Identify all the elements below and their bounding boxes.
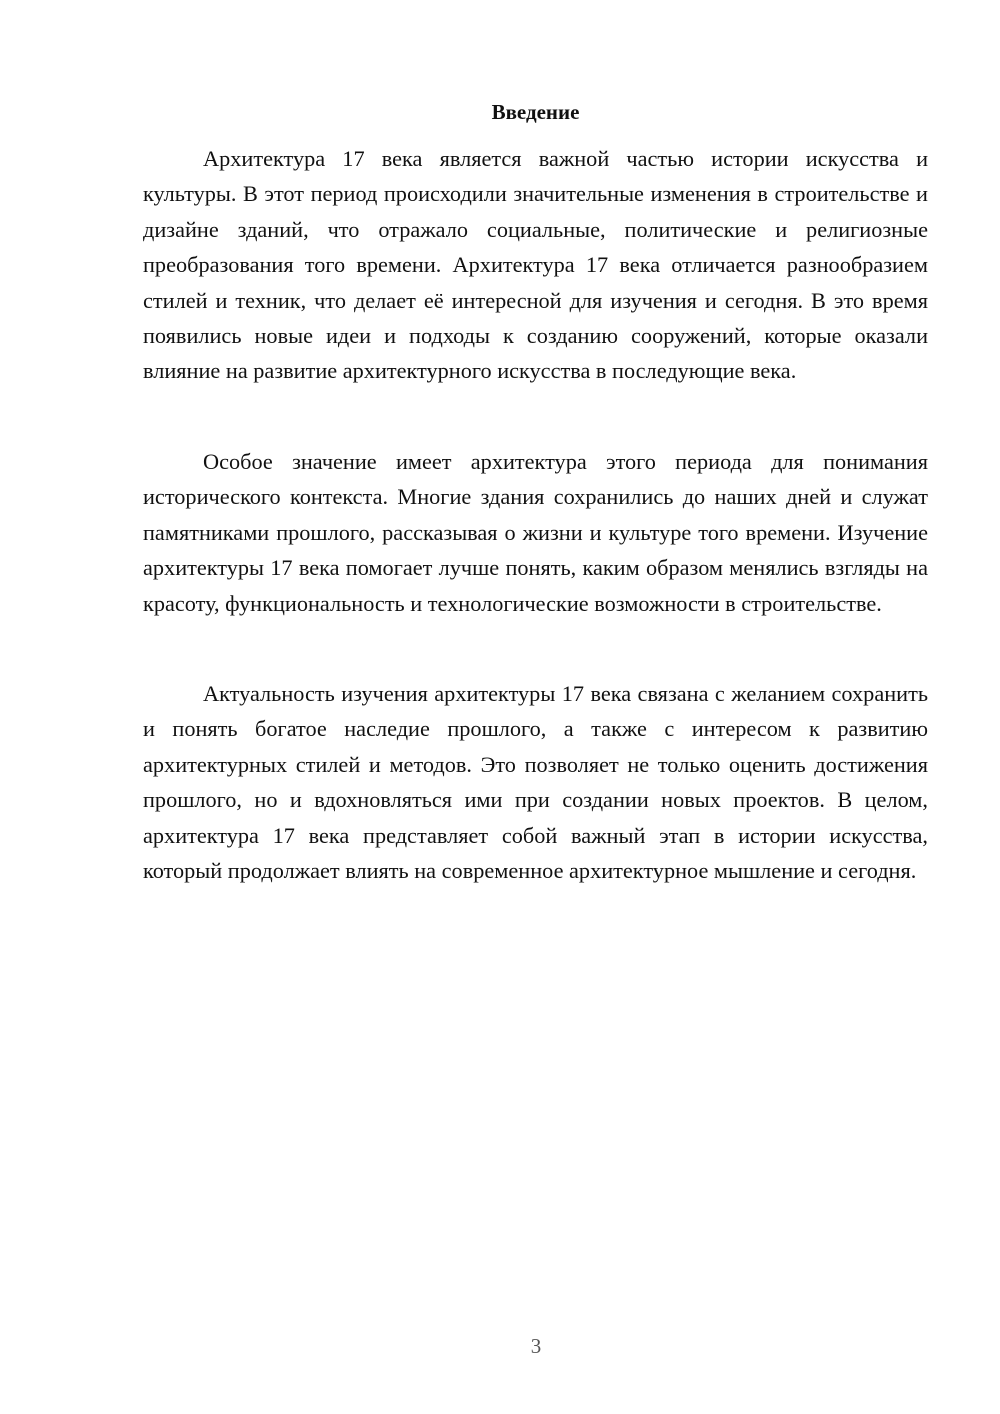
- page-number: 3: [530, 1334, 542, 1358]
- section-heading: Введение: [491, 100, 580, 124]
- paragraph-1: Архитектура 17 века является важной частью истории искусства и культуры. В этот период происходили значительные изменения в строительстве и дизайне зданий, что отражало социальные, политические и религиозные преобразования того времени. Архитектура 17 века отличается разнообразием стилей и техник, что делает её интересной для изучения и сегодня. В это время появились новые идеи и подходы к созданию сооружений, которые оказали влияние на развитие архитектурного искусства в последующие века.: [143, 146, 928, 384]
- paragraph-2: Особое значение имеет архитектура этого периода для понимания исторического контекста. Многие здания сохранились до наших дней и служат памятниками прошлого, рассказывая о жизни и культуре того времени. Изучение архитектуры 17 века помогает лучше понять, каким образом менялись взгляды на красоту, функциональность и технологические возможности в строительстве.: [143, 449, 928, 616]
- paragraph-3: Актуальность изучения архитектуры 17 века связана с желанием сохранить и понять богатое наследие прошлого, а также с интересом к развитию архитектурных стилей и методов. Это позволяет не только оценить достижения прошлого, но и вдохновляться ими при создании новых проектов. В целом, архитектура 17 века представляет собой важный этап в истории искусства, который продолжает влиять на современное архитектурное мышление и сегодня.: [143, 681, 928, 884]
